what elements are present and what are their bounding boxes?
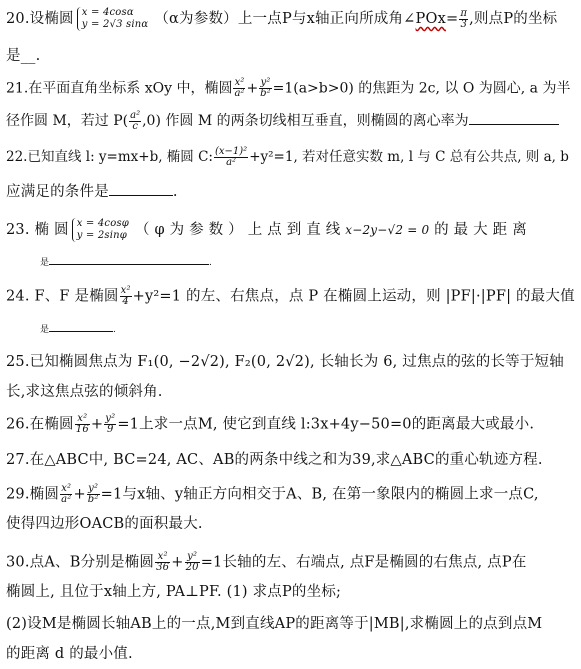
question-29-line-1 <box>6 484 576 505</box>
q21-frac-1 <box>233 78 245 99</box>
q21-den1: a² <box>234 88 245 99</box>
q29-plus: + <box>73 486 86 503</box>
q20-tail: ,则点P的坐标 <box>469 11 558 27</box>
q21-num1: x² <box>234 77 245 88</box>
q21-p-den: c <box>132 120 138 132</box>
q27-text: 27.在△ABC中, BC=24, AC、AB的两条中线之和为39,求△ABC的重心轨迹方程. <box>6 452 543 468</box>
q26-plus: + <box>90 416 104 433</box>
question-30-line-2 <box>6 582 576 602</box>
question-30-line-3 <box>6 614 576 634</box>
q20-cont: 是__. <box>6 48 41 64</box>
q20-sys-top: x = 4cosα <box>81 7 134 18</box>
q26-tail: =1上求一点M, 使它到直线 l:3x+4y−50=0的距离最大或最小. <box>117 416 535 433</box>
q29-cont: 使得四边形OACB的面积最大. <box>6 516 203 532</box>
q21-num2: y² <box>260 77 271 88</box>
q21-p-num: a² <box>130 109 141 121</box>
q29-num1: x² <box>61 483 72 494</box>
q24-cont: 是 <box>40 325 50 335</box>
q20-angle: POx <box>415 11 446 27</box>
question-26 <box>6 414 576 435</box>
q30-frac-2 <box>185 552 200 573</box>
question-25-line-1 <box>6 352 576 372</box>
q30-num2: y² <box>185 552 200 563</box>
q30-num1: x² <box>155 552 170 563</box>
q25-line1: 25.已知椭圆焦点为 F₁(0, −2√2), F₂(0, 2√2), 长轴长为 6, 过焦点的弦的长等于短轴 <box>6 354 564 370</box>
q30-line2: 椭圆上, 且位于x轴上方, PA⊥PF. (1) 求点P的坐标; <box>6 584 342 600</box>
q30-line3: (2)设M是椭圆长轴AB上的一点,M到直线AP的距离等于|MB|,求椭圆上的点到点M <box>6 616 543 632</box>
q26-den1: 16 <box>75 424 89 435</box>
q24-lead: 24. F、F 是椭圆 <box>6 288 119 305</box>
q26-den2: 9 <box>107 424 114 435</box>
q21-cont2: ,0) 作圆 M 的两条切线相互垂直，则椭圆的离心率为 <box>142 113 469 129</box>
question-22-line-2: 应满足的条件是 . <box>6 181 576 202</box>
q23-line-eq: x−2y−√2 = 0 <box>345 223 430 237</box>
q29-num2: y² <box>88 483 99 494</box>
q30-tail: =1长轴的左、右端点, 点F是椭圆的右焦点, 点P在 <box>200 554 527 571</box>
q29-den2: b² <box>87 494 99 505</box>
q26-frac-2 <box>104 414 116 435</box>
q24-frac <box>120 286 132 307</box>
question-27 <box>6 450 576 470</box>
q29-den1: a² <box>61 494 72 505</box>
q30-den1: 36 <box>156 562 170 573</box>
question-23-line-2: 是 . <box>40 250 581 273</box>
question-30-line-1 <box>6 552 576 573</box>
question-29-line-2 <box>6 514 576 534</box>
q30-line4: 的距离 d 的最小值. <box>6 646 133 662</box>
q24-den: 4 <box>122 296 129 307</box>
q30-lead: 30.点A、B分别是椭圆 <box>6 554 155 571</box>
q22-den: a² <box>226 157 237 168</box>
q24-answer-blank <box>49 317 113 332</box>
q29-frac-2 <box>87 484 100 505</box>
q24-tail: +y²=1 的左、右焦点，点 P 在椭圆上运动，则 |PF|·|PF| 的最大值 <box>132 288 575 305</box>
q23-tail: 的 最 大 距 离 <box>434 222 527 238</box>
question-21-line-2 <box>6 110 576 132</box>
q29-frac-1 <box>60 484 72 505</box>
q22-answer-blank <box>109 181 173 196</box>
question-22-line-1 <box>6 147 576 168</box>
q21-frac-2 <box>259 78 271 99</box>
q25-line2: 长,求这焦点弦的倾斜角. <box>6 384 163 400</box>
q22-tail: +y²=1, 若对任意实数 m, l 与 C 总有公共点, 则 a, b <box>249 149 569 165</box>
q24-num: x² <box>120 285 131 296</box>
q20-sys-bottom: y = 2√3 sinα <box>81 19 149 30</box>
q20-lead: 20.设椭圆 <box>6 11 74 27</box>
question-24-line-2: 是 . <box>40 317 581 340</box>
q20-frac <box>459 9 468 30</box>
q22-num: (x−1)² <box>214 146 248 157</box>
q20-frac-den: 3 <box>460 18 467 30</box>
q26-frac-1 <box>75 414 90 435</box>
question-20-line-2 <box>6 46 576 66</box>
q23-mid: （ φ 为 参 数 ） 上 点 到 直 线 <box>134 222 341 238</box>
q30-plus: + <box>171 554 184 571</box>
question-25-line-2 <box>6 382 576 402</box>
question-23-line-1 <box>6 218 576 242</box>
q29-tail: =1与x轴、y轴正方向相交于A、B, 在第一象限内的椭圆上求一点C, <box>100 486 539 503</box>
q21-answer-blank <box>469 110 559 125</box>
q21-cont1: 径作圆 M，若过 P( <box>6 113 129 129</box>
q22-cont: 应满足的条件是 <box>6 184 109 200</box>
q22-lead: 22.已知直线 l: y=mx+b, 椭圆 C: <box>6 149 213 165</box>
q23-answer-blank <box>49 250 209 265</box>
q30-den2: 20 <box>185 562 199 573</box>
question-24-line-1 <box>6 286 576 307</box>
q26-num1: x² <box>75 414 90 425</box>
q20-frac-num: π <box>460 7 468 19</box>
q23-lead: 23. 椭 圆 <box>6 222 69 238</box>
q26-lead: 26.在椭圆 <box>6 416 74 433</box>
question-30-line-4 <box>6 644 576 664</box>
q23-sys-bottom: y = 2sinφ <box>76 230 128 241</box>
question-21-line-1 <box>6 78 576 99</box>
q23-sys-top: x = 4cosφ <box>76 218 129 229</box>
q20-mid: （α为参数）上一点P与x轴正向所成角∠ <box>154 11 416 27</box>
q26-num2: y² <box>105 413 116 424</box>
q21-plus: + <box>246 80 259 97</box>
q20-eq: = <box>445 11 459 27</box>
q30-frac-1 <box>155 552 170 573</box>
question-20-line-1 <box>6 7 576 31</box>
q21-den2: b² <box>260 88 271 99</box>
q20-param-system <box>77 7 149 31</box>
q23-cont: 是 <box>40 258 50 268</box>
q21-lead: 21.在平面直角坐标系 xOy 中，椭圆 <box>6 80 233 97</box>
q29-lead: 29.椭圆 <box>6 486 60 503</box>
q21-cond: =1(a>b>0) 的焦距为 2c, 以 O 为圆心, a 为半 <box>272 80 571 97</box>
q22-frac <box>214 147 248 168</box>
q23-param-system <box>72 218 129 242</box>
q21-p-frac <box>129 111 141 132</box>
